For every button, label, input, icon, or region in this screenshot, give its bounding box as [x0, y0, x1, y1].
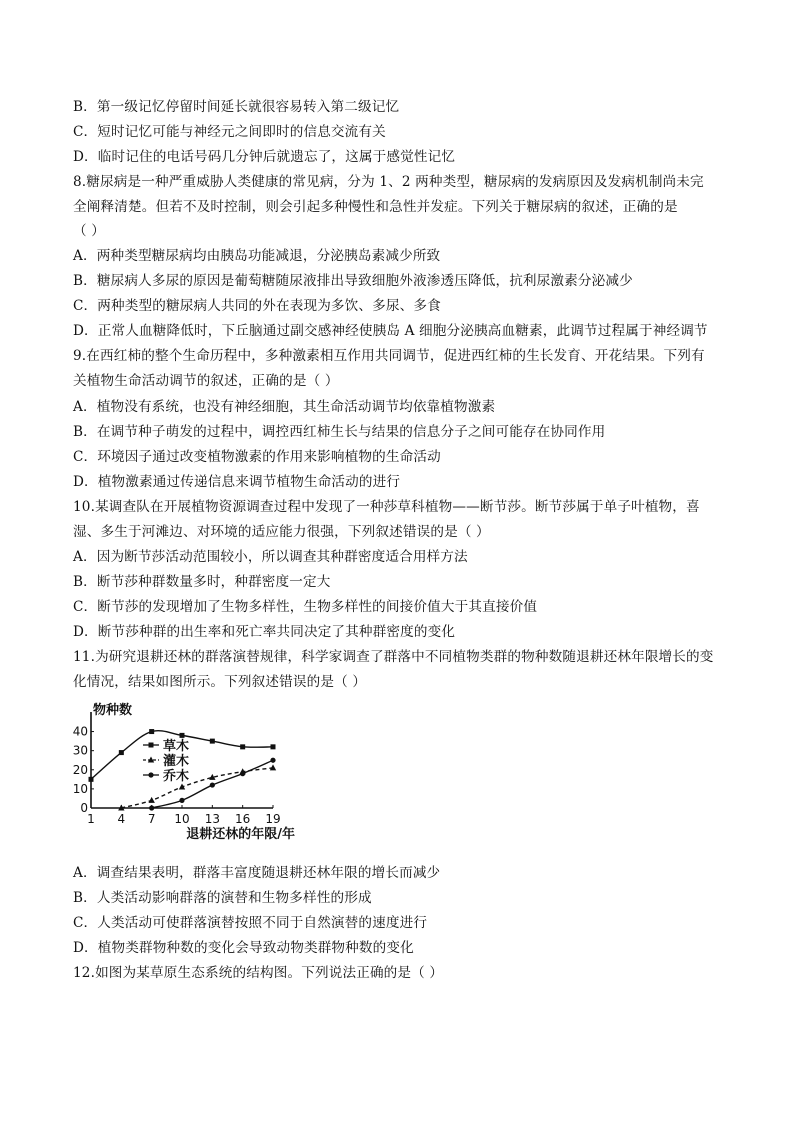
option-c: C．人类活动可使群落演替按照不同于自然演替的速度进行 — [73, 915, 428, 931]
option-c: C．断节莎的发现增加了生物多样性，生物多样性的间接价值大于其直接价值 — [73, 599, 538, 615]
y-tick-label: 40 — [72, 724, 88, 739]
data-point — [180, 733, 185, 738]
option-a: A．调查结果表明，群落丰富度随退耕还林年限的增长而减少 — [73, 865, 441, 881]
option-a: A．植物没有系统，也没有神经细胞，其生命活动调节均依靠植物激素 — [73, 399, 496, 415]
option-c: C．环境因子通过改变植物激素的作用来影响植物的生命活动 — [73, 449, 441, 465]
text-line: 关植物生命活动调节的叙述，正确的是（ ） — [73, 373, 339, 389]
text-line: 湿、多生于河滩边、对环境的适应能力很强，下列叙述错误的是（ ） — [73, 524, 490, 540]
data-point — [179, 798, 184, 803]
option-d: D．正常人血糖降低时，下丘脑通过副交感神经使胰岛 A 细胞分泌胰高血糖素，此调节过程属于神经调节 — [73, 323, 708, 339]
text-line: 化情况，结果如图所示。下列叙述错误的是（ ） — [73, 674, 367, 690]
question-12-text: 12.如图为某草原生态系统的结构图。下列说法正确的是（ ） — [73, 965, 444, 981]
data-point — [240, 771, 245, 776]
data-point — [271, 744, 276, 749]
data-point — [270, 758, 275, 763]
question-11-text: 11.为研究退耕还林的群落演替规律，科学家调查了群落中不同植物类群的物种数随退耕还林年限增长的变 — [73, 649, 714, 665]
x-tick-label: 1 — [87, 812, 95, 826]
data-point — [149, 729, 154, 734]
option-b: B．断节莎种群数量多时，种群密度一定大 — [73, 574, 331, 590]
legend-marker — [149, 743, 154, 748]
text-line: C．短时记忆可能与神经元之间即时的信息交流有关 — [73, 124, 386, 140]
legend-label: 乔木 — [163, 769, 190, 784]
data-point — [240, 744, 245, 749]
question-9-text: 9.在西红柿的整个生命历程中，多种激素相互作用共同调节，促进西红柿的生长发育、开花结果。下列有 — [73, 348, 705, 364]
option-a: A．两种类型糖尿病均由胰岛功能减退，分泌胰岛素减少所致 — [73, 248, 441, 264]
text-line: 全阐释清楚。但若不及时控制，则会引起多种慢性和急性并发症。下列关于糖尿病的叙述，正确的是 — [73, 199, 678, 215]
text-line: D．临时记住的电话号码几分钟后就遗忘了，这属于感觉性记忆 — [73, 149, 456, 165]
y-tick-label: 20 — [72, 762, 88, 777]
data-point — [148, 797, 154, 803]
x-tick-label: 10 — [174, 812, 190, 826]
question-8-text: 8.糖尿病是一种严重威胁人类健康的常见病，分为 1、2 两种类型，糖尿病的发病原因及发病机制尚未完 — [73, 174, 704, 190]
question-10-text: 10.某调查队在开展植物资源调查过程中发现了一种莎草科植物——断节莎。断节莎属于单子叶植物，喜 — [73, 499, 700, 515]
species-count-chart — [70, 700, 310, 850]
x-tick-label: 7 — [147, 812, 156, 826]
y-tick-label: 0 — [80, 801, 88, 815]
data-point — [210, 739, 215, 744]
data-point — [210, 782, 215, 787]
series-line-1 — [121, 768, 273, 808]
y-tick-label: 30 — [72, 743, 88, 758]
y-tick-label: 10 — [72, 781, 88, 796]
data-point — [149, 805, 154, 810]
option-d: D．植物激素通过传递信息来调节植物生命活动的进行 — [73, 474, 401, 490]
option-d: D．断节莎种群的出生率和死亡率共同决定了其种群密度的变化 — [73, 624, 456, 640]
legend-marker — [148, 772, 153, 777]
x-tick-label: 16 — [235, 812, 251, 826]
legend-label: 灌木 — [163, 754, 190, 769]
text-line: B．第一级记忆停留时间延长就很容易转入第二级记忆 — [73, 99, 400, 115]
y-axis-label: 物种数 — [93, 703, 133, 718]
option-b: B．糖尿病人多尿的原因是葡萄糖随尿液排出导致细胞外液渗透压降低，抗利尿激素分泌减少 — [73, 273, 633, 289]
x-tick-label: 4 — [117, 812, 126, 826]
option-a: A．因为断节莎活动范围较小，所以调查其种群密度适合用样方法 — [73, 549, 468, 565]
x-tick-label: 13 — [204, 812, 220, 826]
option-b: B．人类活动影响群落的演替和生物多样性的形成 — [73, 890, 372, 906]
data-point — [119, 750, 124, 755]
x-tick-label: 19 — [265, 812, 281, 826]
option-d: D．植物类群物种数的变化会导致动物类群物种数的变化 — [73, 940, 414, 956]
data-point — [89, 777, 94, 782]
legend-label: 草木 — [163, 739, 190, 754]
option-b: B．在调节种子萌发的过程中，调控西红柿生长与结果的信息分子之间可能存在协同作用 — [73, 424, 606, 440]
chart-legend — [143, 738, 189, 784]
data-point — [270, 764, 276, 770]
x-axis-label: 退耕还林的年限/年 — [186, 827, 295, 842]
answer-bracket: （ ） — [73, 223, 105, 239]
option-c: C．两种类型的糖尿病人共同的外在表现为多饮、多尿、多食 — [73, 298, 441, 314]
